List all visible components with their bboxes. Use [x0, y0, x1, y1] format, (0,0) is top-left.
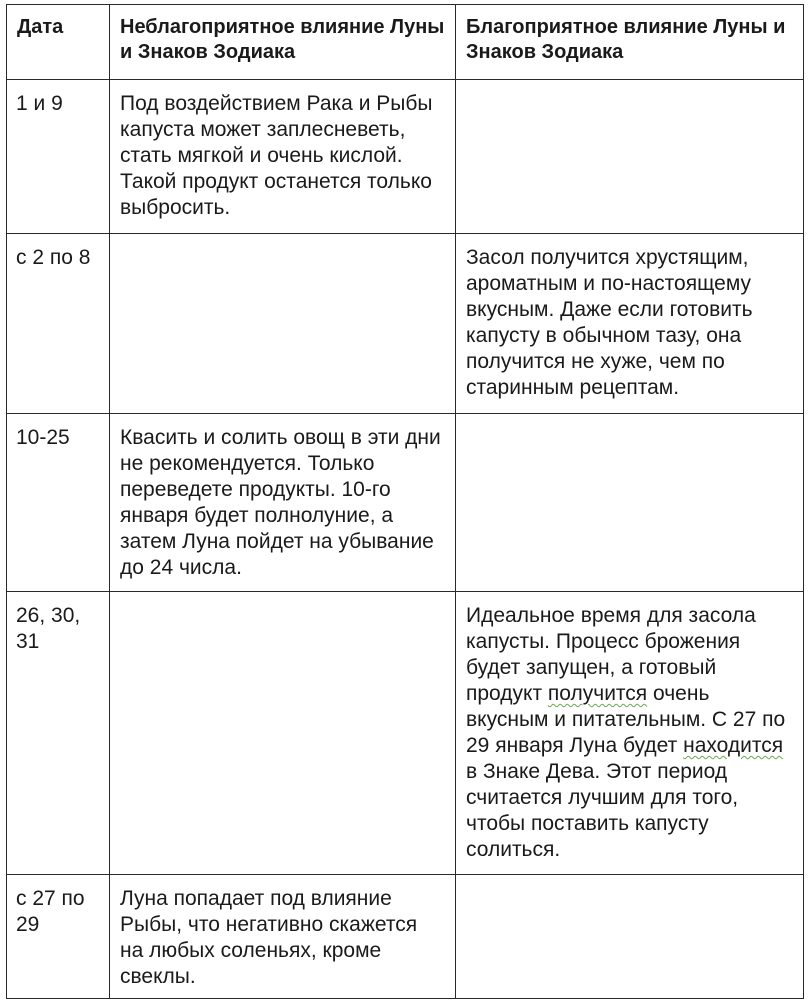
date-cell: с 27 по 29 — [7, 875, 110, 999]
spellcheck-flagged-word: находится — [683, 734, 784, 757]
lunar-calendar-table — [6, 4, 804, 999]
favorable-text-part: Идеальное время для засола капусты. Процесс брожения будет запущен, а готовый продукт — [466, 604, 756, 705]
unfavorable-cell: Под воздействием Рака и Рыбы капуста может заплесневеть, стать мягкой и очень кислой. Такой продукт останется только выбросить. — [110, 80, 456, 234]
table-row — [7, 80, 804, 234]
favorable-text-part: очень вкусным и питательным. С 27 по 29 января Луна будет — [466, 682, 786, 757]
table-row — [7, 234, 804, 414]
date-cell: с 2 по 8 — [7, 234, 110, 414]
spellcheck-flagged-word: получится — [547, 682, 648, 705]
unfavorable-cell: Луна попадает под влияние Рыбы, что негативно скажется на любых соленьях, кроме свеклы. — [110, 875, 456, 999]
favorable-cell — [456, 80, 804, 234]
favorable-text-part: в Знаке Дева. Этот период считается лучшим для того, чтобы поставить капусту солиться. — [466, 760, 739, 861]
unfavorable-cell — [110, 592, 456, 875]
favorable-cell — [456, 414, 804, 592]
favorable-cell — [456, 875, 804, 999]
table-header-row — [7, 5, 804, 80]
header-unfavorable: Неблагоприятное влияние Луны и Знаков Зодиака — [110, 5, 456, 80]
header-favorable: Благоприятное влияние Луны и Знаков Зодиака — [456, 5, 804, 80]
date-cell: 1 и 9 — [7, 80, 110, 234]
unfavorable-cell: Квасить и солить овощ в эти дни не рекомендуется. Только переведете продукты. 10-го января будет полнолуние, а затем Луна пойдет на убывание до 24 числа. — [110, 414, 456, 592]
date-cell: 26, 30, 31 — [7, 592, 110, 875]
table-row — [7, 414, 804, 592]
unfavorable-cell — [110, 234, 456, 414]
favorable-cell — [456, 592, 804, 875]
header-date: Дата — [7, 5, 110, 80]
lunar-calendar-table-container — [6, 4, 803, 996]
date-cell: 10-25 — [7, 414, 110, 592]
favorable-cell: Засол получится хрустящим, ароматным и по-настоящему вкусным. Даже если готовить капусту в обычном тазу, она получится не хуже, чем по старинным рецептам. — [456, 234, 804, 414]
table-row — [7, 875, 804, 999]
table-row — [7, 592, 804, 875]
